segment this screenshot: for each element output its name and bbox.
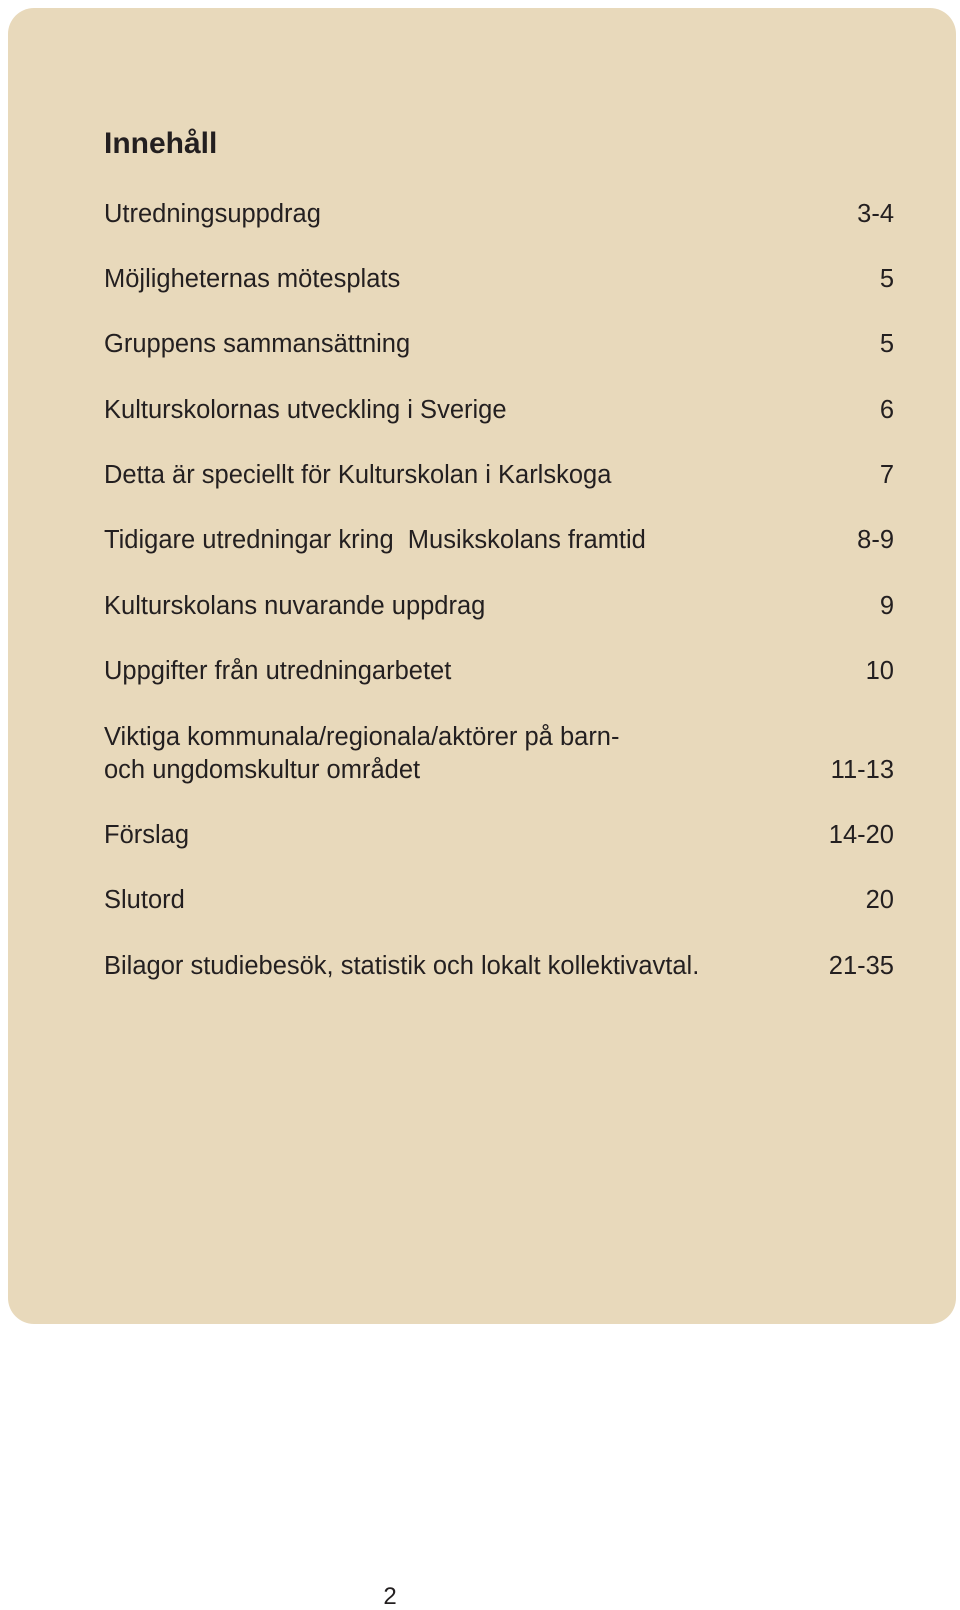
toc-entry: [104, 884, 894, 917]
toc-entry: [104, 328, 894, 361]
toc-entry: [104, 198, 894, 231]
toc-entry: [104, 721, 894, 787]
toc-entry-pages: 11-13: [830, 756, 894, 784]
toc-entry-title: Kulturskolornas utveckling i Sverige: [104, 396, 507, 424]
toc-entry-pages: 10: [865, 657, 894, 685]
table-of-contents-panel: [8, 8, 956, 1324]
toc-entry-pages: 3-4: [857, 200, 894, 228]
toc-entry: [104, 263, 894, 296]
toc-entry-pages: 6: [879, 396, 894, 424]
toc-entry-pages: 9: [879, 592, 894, 620]
toc-entry-title: Kulturskolans nuvarande uppdrag: [104, 592, 486, 620]
toc-entry-pages: 8-9: [857, 526, 894, 554]
toc-entry-title: Detta är speciellt för Kulturskolan i Karlskoga: [104, 461, 612, 489]
toc-entry-pages: 21-35: [828, 952, 894, 980]
toc-entry-title: Möjligheternas mötesplats: [104, 265, 401, 293]
toc-entry-pages: 5: [879, 265, 894, 293]
toc-entry-pages: 20: [865, 886, 894, 914]
toc-entry-title: Tidigare utredningar kring Musikskolans framtid: [104, 526, 646, 554]
toc-entry-pages: 5: [879, 330, 894, 358]
toc-entry-title: Förslag: [104, 821, 190, 849]
page-number: 2: [383, 1583, 397, 1610]
toc-entry-title: Gruppens sammansättning: [104, 330, 411, 358]
toc-entry: [104, 590, 894, 623]
toc-entry: [104, 524, 894, 557]
toc-entry-pages: 14-20: [828, 821, 894, 849]
toc-entry-title: Slutord: [104, 886, 185, 914]
toc-entry: [104, 394, 894, 427]
toc-entry-title: Utredningsuppdrag: [104, 200, 321, 228]
toc-entry: [104, 459, 894, 492]
toc-entry: [104, 950, 894, 983]
toc-title: Innehåll: [104, 127, 218, 160]
toc-entry-title: Bilagor studiebesök, statistik och lokalt kollektivavtal.: [104, 952, 700, 980]
toc-entry-title: Viktiga kommunala/regionala/aktörer på barn- och ungdomskultur området: [104, 723, 620, 784]
toc-entry-pages: 7: [879, 461, 894, 489]
toc-entry-title: Uppgifter från utredningarbetet: [104, 657, 452, 685]
toc-entry: [104, 655, 894, 688]
toc-entry: [104, 819, 894, 852]
